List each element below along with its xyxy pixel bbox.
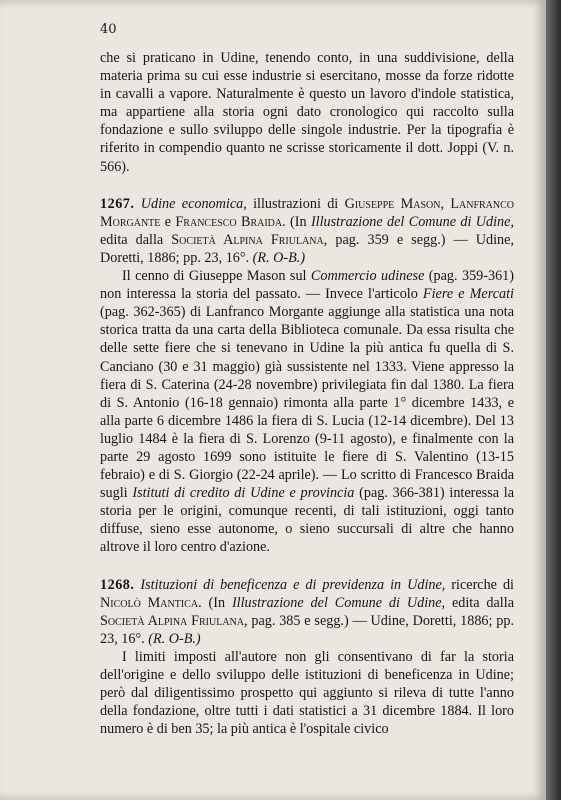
intro-paragraph: che si praticano in Udine, tenendo conto, in una suddivisione, della materia prima su cui esse industrie si esercitano, mosse da forze ridotte in cavalli a vapore. Naturalmente è questo un lavoro d'indole statistica, ma appartiene alla storia ogni dato cronologico qui raccolto sulla fondazione e sullo sviluppo delle singole industrie. Per la tipografia è riferito in compendio quanto ne scrisse storicamente il dott. Joppi (V. n. 566). [100, 50, 514, 175]
heading-text: ricerche di [445, 576, 514, 593]
entry-author: Nicolò Mantica [100, 594, 199, 611]
heading-text: e [160, 213, 176, 230]
body-text: Il cenno di Giuseppe Mason sul [122, 268, 311, 285]
entry-title: Udine economica, [140, 195, 247, 212]
heading-text: , pag. 385 e segg.) — Udine, Doretti, 1886; pp. 23, 16°. [100, 612, 514, 647]
book-edge [546, 0, 561, 800]
source-title: Illustrazione del Comune di Udine, [231, 594, 446, 611]
body-title: Commercio udinese [310, 268, 425, 285]
entry-number: 1268. [100, 576, 135, 593]
heading-text: edita dalla [100, 231, 172, 248]
heading-text: . (In [282, 213, 311, 230]
body-text: (pag. 366-381) interessa la storia per le origini, comunque recenti, di tali istituzioni, oggi tanto diffuse, sieno esse autonome, o sieno succursali di altre che hanno altrove il loro centro d'azione. [100, 485, 514, 556]
heading-text: illustrazioni di [246, 195, 345, 212]
page-number: 40 [100, 22, 117, 37]
publisher: Società Alpina Friulana [100, 612, 244, 629]
bibliography-entry-1267 [100, 195, 514, 557]
entry-heading [100, 576, 514, 648]
entry-number: 1267. [100, 195, 135, 212]
entry-heading [100, 195, 514, 267]
entry-title: Istituzioni di beneficenza e di previdenza in Udine, [140, 576, 446, 593]
body-text: (pag. 362-365) di Lanfranco Morgante aggiunge alla statistica una nota storica tratta da una carta della Biblioteca comunale. Da essa risulta che delle sette fiere che si tenevano in Udine la più antica fu quella di S. Canciano (30 e 31 maggio) già sussistente nel 1333. Viene appresso la fiera di S. Caterina (24-28 novembre) privilegiata fin dal 1380. La fiera di S. Antonio (16-18 gennaio) rimonta alla parte 1° dicembre 1433, e alla parte 6 dicembre 1486 la fiera di S. Lucia (12-14 dicembre). Del 13 luglio 1484 è la fiera di S. Lorenzo (9-11 agosto), e finalmente con la parte 29 agosto 1699 sono istituite le fiere di S. Valentino (13-15 febraio) e di S. Giorgio (22-24 aprile). — Lo scritto di Francesco Braida sugli [100, 304, 514, 502]
page-text [100, 49, 514, 738]
body-title: Fiere e Mercati [422, 286, 514, 303]
source-title: Illustrazione del Comune di Udine, [310, 213, 514, 230]
heading-text: . (In [198, 594, 232, 611]
body-title: Istituti di credito di Udine e provincia [132, 485, 355, 502]
body-text: (pag. 359-361) non interessa la storia del passato. — Invece l'articolo [100, 268, 515, 303]
entry-author: Francesco Braida [175, 213, 283, 230]
heading-text: , pag. 359 e segg.) — Udine, Doretti, 1886; pp. 23, 16°. [100, 231, 514, 266]
bibliography-entry-1268 [100, 576, 514, 739]
publisher: Società Alpina Friulana [171, 231, 324, 248]
library-location: (R. O-B.) [148, 630, 201, 647]
heading-text: edita dalla [445, 594, 514, 611]
library-location: (R. O-B.) [252, 249, 306, 266]
entry-body: I limiti imposti all'autore non gli consentivano di far la storia dell'origine e dello sviluppo delle istituzioni di beneficenza in Udine; però dal diligentissimo prospetto qui aggiunto si rileva di tutte l'anno della fondazione, oltre tutti i dati statistici a 31 dicembre 1884. Il loro numero è di ben 35; la più antica è l'ospitale civico [100, 648, 514, 738]
entry-author: Giuseppe Mason, Lanfranco Morgante [100, 195, 515, 230]
entry-body [100, 267, 514, 557]
